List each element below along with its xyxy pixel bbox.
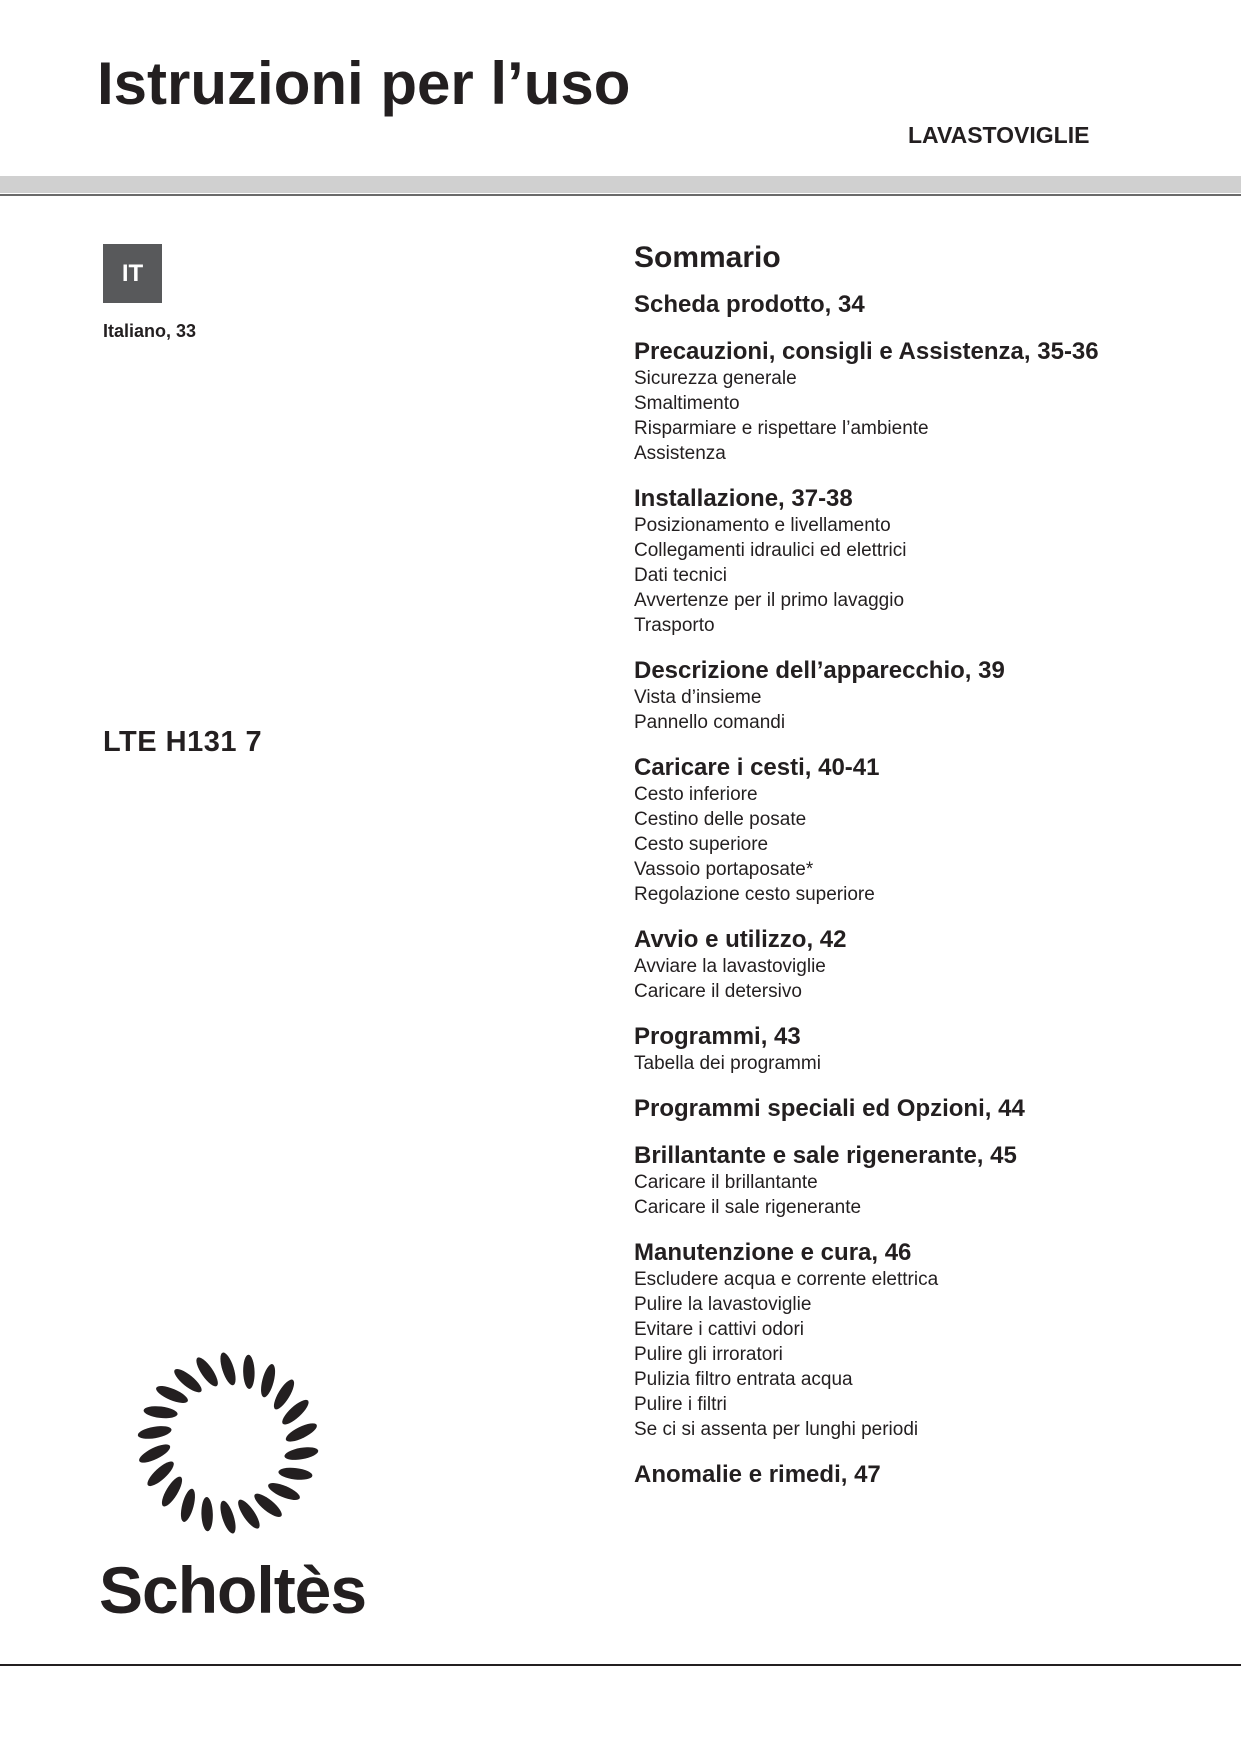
- sun-ray: [137, 1441, 173, 1466]
- toc-section: [634, 291, 1224, 319]
- toc-section-title: Programmi, 43: [634, 1023, 801, 1050]
- toc-subitem: Pulizia filtro entrata acqua: [634, 1369, 853, 1390]
- sun-logo-icon: [133, 1348, 323, 1538]
- toc-subitem: Cestino delle posate: [634, 809, 807, 830]
- sun-ray: [266, 1480, 302, 1504]
- language-label: Italiano, 33: [103, 321, 197, 341]
- toc-section-title: Descrizione dell’apparecchio, 39: [634, 657, 1005, 684]
- toc-section-title: Manutenzione e cura, 46: [634, 1239, 912, 1266]
- toc-subitem: Risparmiare e rispettare l’ambiente: [634, 418, 929, 439]
- model-number: LTE H131 7: [103, 726, 263, 758]
- toc-subitem: Se ci si assenta per lunghi periodi: [634, 1419, 919, 1440]
- sun-ray: [284, 1445, 320, 1462]
- sun-ray: [137, 1424, 173, 1441]
- toc-subitem: Collegamenti idraulici ed elettrici: [634, 540, 907, 561]
- toc-section-title: Programmi speciali ed Opzioni, 44: [634, 1095, 1025, 1122]
- sun-ray: [258, 1363, 278, 1399]
- toc-section-title: Scheda prodotto, 34: [634, 291, 865, 318]
- toc-subitem: Trasporto: [634, 615, 715, 636]
- toc-section: [634, 1461, 1224, 1489]
- toc-subitem: Smaltimento: [634, 393, 740, 414]
- toc-heading: Sommario: [634, 241, 781, 274]
- toc-subitem: Cesto superiore: [634, 834, 769, 855]
- toc-subitem: Sicurezza generale: [634, 368, 797, 389]
- toc-subitem: Tabella dei programmi: [634, 1053, 821, 1074]
- toc-section: [634, 1239, 1224, 1442]
- toc-subitem: Posizionamento e livellamento: [634, 515, 891, 536]
- toc-section: [634, 1095, 1224, 1123]
- footer-divider: [0, 1664, 1241, 1666]
- toc-section-title: Anomalie e rimedi, 47: [634, 1461, 881, 1488]
- toc-section: [634, 485, 1224, 638]
- toc-subitem: Avviare la lavastoviglie: [634, 956, 826, 977]
- toc-subitem: Avvertenze per il primo lavaggio: [634, 590, 905, 611]
- page-title: Istruzioni per l’uso: [97, 50, 631, 117]
- sun-ray: [283, 1420, 319, 1445]
- toc-subitem: Caricare il sale rigenerante: [634, 1197, 862, 1218]
- brand-logo-text: Scholtès: [99, 1553, 367, 1627]
- toc-section: [634, 657, 1224, 735]
- product-type: LAVASTOVIGLIE: [908, 122, 1090, 148]
- toc-section-title: Brillantante e sale rigenerante, 45: [634, 1142, 1017, 1169]
- toc-subitem: Cesto inferiore: [634, 784, 758, 805]
- toc-subitem: Regolazione cesto superiore: [634, 884, 875, 905]
- toc-subitem: Pulire gli irroratori: [634, 1344, 783, 1365]
- toc-section-title: Installazione, 37-38: [634, 485, 853, 512]
- table-of-contents: [634, 240, 1224, 1508]
- toc-section-title: Precauzioni, consigli e Assistenza, 35-36: [634, 338, 1099, 365]
- toc-section: [634, 338, 1224, 466]
- toc-subitem: Vista d’insieme: [634, 687, 762, 708]
- toc-subitem: Caricare il detersivo: [634, 981, 802, 1002]
- toc-subitem: Pannello comandi: [634, 712, 786, 733]
- toc-section-title: Caricare i cesti, 40-41: [634, 754, 880, 781]
- toc-subitem: Caricare il brillantante: [634, 1172, 818, 1193]
- toc-section: [634, 1023, 1224, 1076]
- sun-ray: [143, 1405, 178, 1420]
- toc-subitem: Vassoio portaposate*: [634, 859, 814, 880]
- toc-subitem: Pulire i filtri: [634, 1394, 727, 1415]
- toc-sections: [634, 291, 1224, 1489]
- sun-ray: [154, 1383, 190, 1407]
- sun-ray: [178, 1487, 198, 1523]
- toc-section: [634, 926, 1224, 1004]
- sun-ray: [217, 1499, 238, 1535]
- sun-ray: [217, 1351, 238, 1387]
- toc-subitem: Escludere acqua e corrente elettrica: [634, 1269, 939, 1290]
- toc-subitem: Assistenza: [634, 443, 726, 464]
- sun-ray: [243, 1355, 255, 1390]
- language-badge: IT: [103, 244, 162, 303]
- toc-subitem: Dati tecnici: [634, 565, 727, 586]
- toc-subitem: Evitare i cattivi odori: [634, 1319, 805, 1340]
- header-divider: [0, 194, 1241, 196]
- sun-ray: [201, 1497, 213, 1532]
- toc-section: [634, 754, 1224, 907]
- toc-section-title: Avvio e utilizzo, 42: [634, 926, 847, 953]
- header-band: [0, 176, 1241, 193]
- toc-section: [634, 1142, 1224, 1220]
- sun-ray: [278, 1466, 313, 1481]
- toc-subitem: Pulire la lavastoviglie: [634, 1294, 812, 1315]
